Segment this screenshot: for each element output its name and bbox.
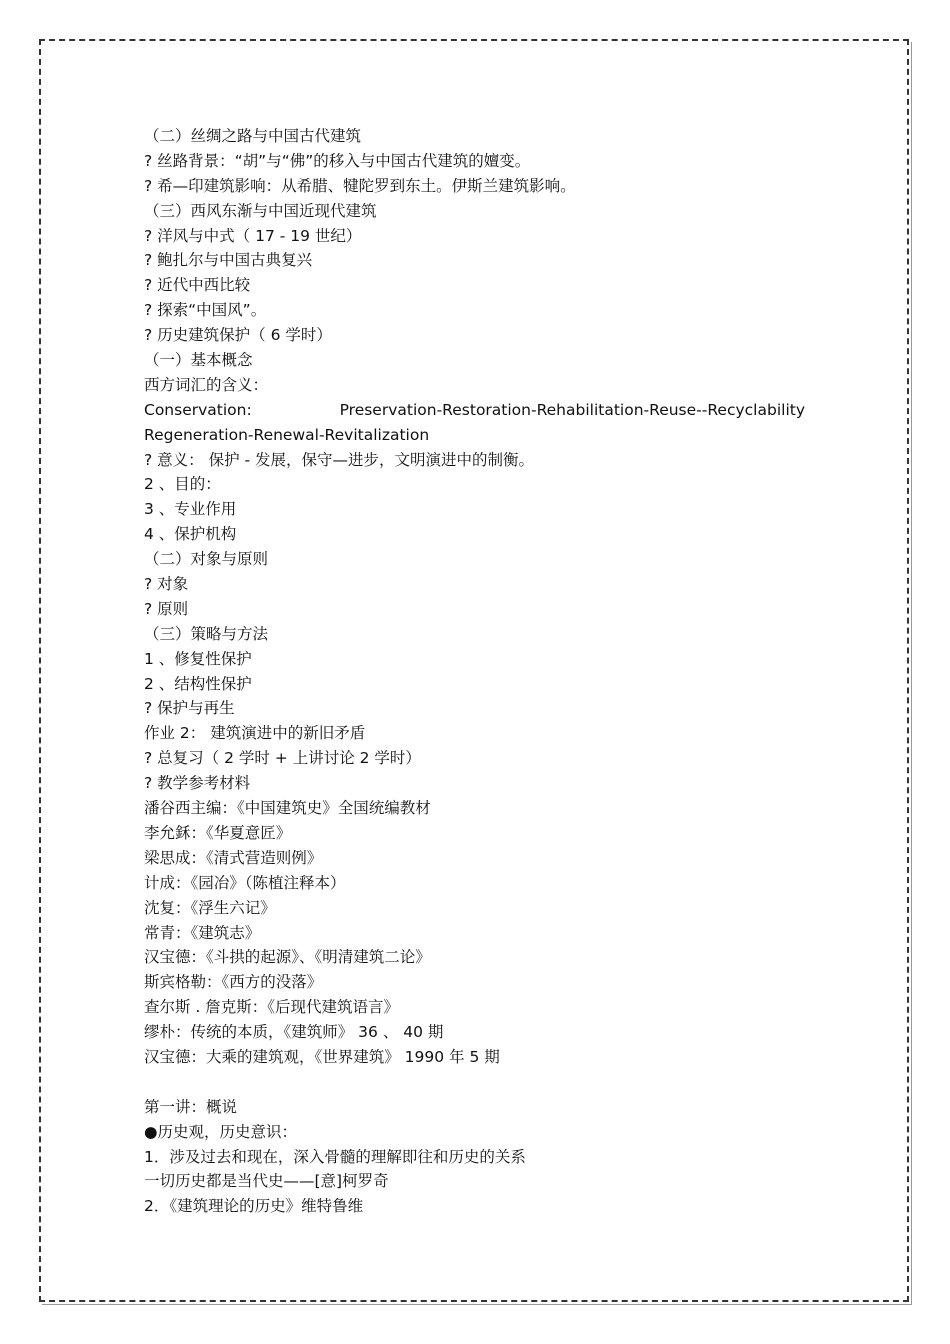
section-heading-objects-principles: （二）对象与原则: [144, 550, 269, 569]
text-line: Regeneration-Renewal-Revitalization: [144, 425, 430, 444]
list-item: ? 希—印建筑影响：从希腊、犍陀罗到东土。伊斯兰建筑影响。: [144, 176, 576, 195]
lecture-title: 第一讲：概说: [144, 1097, 238, 1116]
text-line: 西方词汇的含义：: [144, 375, 269, 394]
reference-item: 李允鉌：《华夏意匠》: [144, 823, 292, 842]
list-item: 1．涉及过去和现在，深入骨髓的理解即往和历史的关系: [144, 1147, 526, 1166]
assignment-line: 作业 2： 建筑演进中的新旧矛盾: [144, 724, 366, 743]
list-item: ? 保护与再生: [144, 699, 235, 718]
conservation-label: Conservation:: [144, 400, 252, 419]
conservation-line: [144, 398, 805, 423]
list-item: ? 历史建筑保护（ 6 学时）: [144, 326, 332, 345]
conservation-terms: Preservation-Restoration-Rehabilitation-Reuse--Recyclability: [339, 400, 805, 419]
list-item: ? 总复习（ 2 学时 + 上讲讨论 2 学时）: [144, 749, 421, 768]
blank-line: [144, 1070, 824, 1095]
reference-item: 缪朴：传统的本质，《建筑师》 36 、 40 期: [144, 1023, 444, 1042]
document-body: [144, 124, 824, 1219]
quote-line: 一切历史都是当代史——[意]柯罗奇: [144, 1172, 389, 1191]
list-item: ? 教学参考材料: [144, 774, 251, 793]
list-item: ? 对象: [144, 575, 189, 594]
reference-item: 梁思成：《清式营造则例》: [144, 848, 323, 867]
section-heading-basic-concepts: （一）基本概念: [144, 351, 253, 370]
reference-item: 计成：《园冶》（陈植注释本）: [144, 873, 346, 892]
list-item: 3 、专业作用: [144, 500, 237, 519]
reference-item: 汉宝德：《斗拱的起源》、《明清建筑二论》: [144, 948, 431, 967]
list-item: ? 鲍扎尔与中国古典复兴: [144, 251, 313, 270]
list-item: ? 洋风与中式（ 17 - 19 世纪）: [144, 226, 362, 245]
bullet-item: ●历史观，历史意识：: [144, 1122, 298, 1141]
section-heading-western-influence: （三）西风东渐与中国近现代建筑: [144, 201, 377, 220]
reference-item: 常青：《建筑志》: [144, 923, 261, 942]
list-item: 2 、目的：: [144, 475, 221, 494]
list-item: ? 意义： 保护 - 发展，保守—进步，文明演进中的制衡。: [144, 450, 535, 469]
list-item: ? 探索“中国风”。: [144, 301, 267, 320]
list-item: ? 近代中西比较: [144, 276, 251, 295]
list-item: 2．《建筑理论的历史》维特鲁维: [144, 1197, 364, 1216]
reference-item: 斯宾格勒：《西方的没落》: [144, 973, 323, 992]
reference-item: 汉宝德：大乘的建筑观，《世界建筑》 1990 年 5 期: [144, 1047, 500, 1066]
reference-item: 潘谷西主编：《中国建筑史》全国统编教材: [144, 799, 431, 818]
section-heading-silk-road: （二）丝绸之路与中国古代建筑: [144, 127, 362, 145]
list-item: 2 、结构性保护: [144, 674, 252, 693]
reference-item: 查尔斯 . 詹克斯：《后现代建筑语言》: [144, 998, 400, 1017]
list-item: ? 原则: [144, 599, 189, 618]
list-item: ? 丝路背景：“胡”与“佛”的移入与中国古代建筑的嬗变。: [144, 151, 531, 170]
list-item: 1 、修复性保护: [144, 649, 252, 668]
list-item: 4 、保护机构: [144, 525, 237, 544]
section-heading-strategies: （三）策略与方法: [144, 624, 269, 643]
reference-item: 沈复：《浮生六记》: [144, 898, 276, 917]
